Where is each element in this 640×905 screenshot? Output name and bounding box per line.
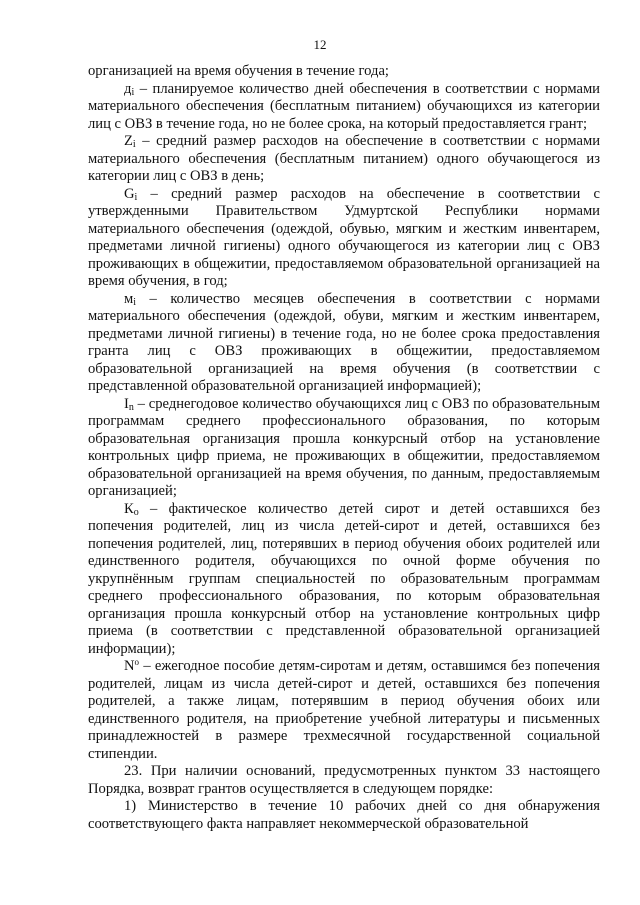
definition-m-i: $м_i$ – количество месяцев обеспечения в соответствии с нормами материального обеспечения (одеждой, обуви, мягким и жестким инвентарем, предметами личной гигиены) в течение года, но не более срока предоставления гранта лиц с ОВЗ проживающих в общежитии, предоставляемом образовательной организацией на время обучения (в соответствии с представленной образовательной организацией информацией); <box>88 290 600 394</box>
page-number: 12 <box>313 37 327 52</box>
clause-23-item-1: 1) Министерство в течение 10 рабочих дней со дня обнаружения соответствующего факта направляет некоммерческой образовательной <box>88 798 600 832</box>
definition-i-n: $I_n$ – среднегодовое количество обучающихся лиц с ОВЗ по образовательным программам среднего профессионального образования, по которым образовательная организация прошла конкурсный отбор на установление контрольных цифр приема, не проживающих в общежитии, предоставляемом образовательной организацией на время обучения, по данным, предоставляемым организацией; <box>88 395 600 499</box>
definition-g-i: $G_i$ – средний размер расходов на обеспечение в соответствии с утвержденными Правительством Удмуртской Республики нормами материального обеспечения (одеждой, обувью, мягким и жестким инвентарем, предметами личной гигиены) одного обучающегося из категории лиц с ОВЗ проживающих в общежитии, предоставляемом образовательной организацией на время обучения, в год; <box>88 185 600 289</box>
document-body <box>88 63 600 833</box>
definition-k-o: $К_о$ – фактическое количество детей сирот и детей оставшихся без попечения родителей, лиц из числа детей-сирот и детей, оставшихся без попечения родителей, лиц, потерявших в период обучения обоих родителей или единственного родителя, обучающихся по очной форме обучения по укрупнённым группам специальностей по образовательным программам среднего профессионального образования, по которым образовательная организация прошла конкурсный отбор на установление контрольных цифр приема (в соответствии с представленной образовательной организацией информации); <box>88 500 600 657</box>
definition-n-o: $N^о$ – ежегодное пособие детям-сиротам и детям, оставшимся без попечения родителей, лицам из числа детей-сирот и детей, оставшихся без попечения родителей, а также лицам, потерявшим в период обучения обоих или единственного родителя, на приобретение учебной литературы и письменных принадлежностей в размере трехмесячной государственной социальной стипендии. <box>88 657 600 762</box>
definition-d-i: $д_i$ – планируемое количество дней обеспечения в соответствии с нормами материального обеспечения (бесплатным питанием) обучающихся из категории лиц с ОВЗ в течение года, но не более срока, на который предоставляется грант; <box>88 80 600 132</box>
definition-z-i: $Z_i$ – средний размер расходов на обеспечение в соответствии с нормами материального обеспечения (бесплатным питанием) одного обучающегося из категории лиц с ОВЗ в день; <box>88 133 600 184</box>
clause-23: 23. При наличии оснований, предусмотренных пунктом 33 настоящего Порядка, возврат грантов осуществляется в следующем порядке: <box>88 763 600 797</box>
paragraph-continuation: организацией на время обучения в течение года; <box>88 63 389 79</box>
